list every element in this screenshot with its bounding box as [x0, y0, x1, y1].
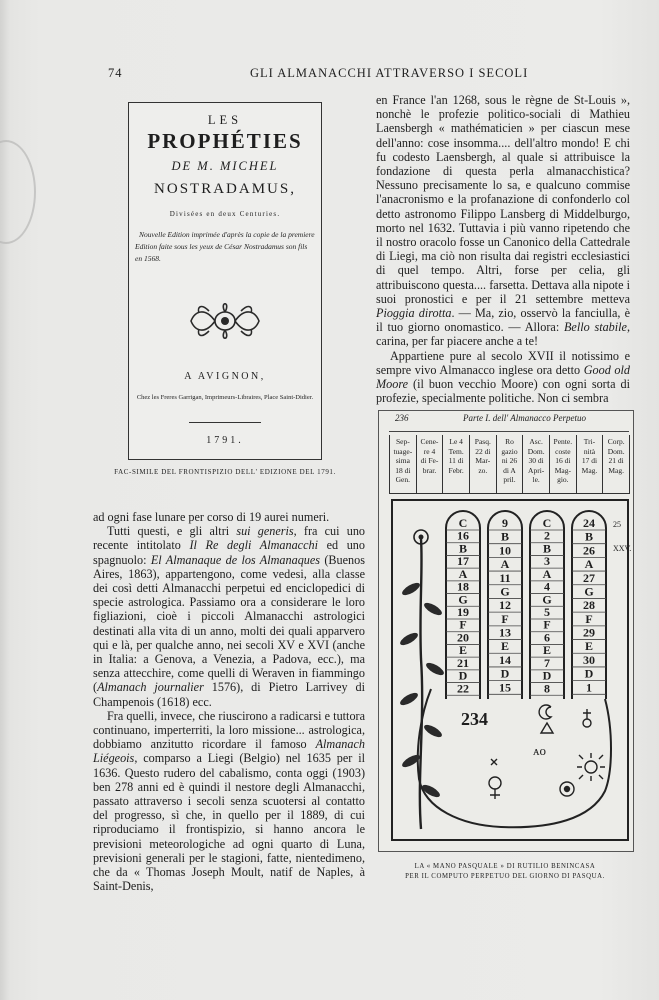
- finger-mark: G: [584, 584, 594, 599]
- finger-mark: E: [542, 643, 552, 658]
- woodcut-caption-line-1: LA « MANO PASQUALE » DI RUTILIO BENINCASA: [414, 863, 596, 870]
- library-stamp: [0, 140, 36, 244]
- feast-column-3: Le 4 Tem. 11 di Febr.: [443, 435, 470, 493]
- running-title: GLI ALMANACCHI ATTRAVERSO I SECOLI: [250, 66, 529, 80]
- running-head: [108, 66, 529, 82]
- feast-column-1: Sep- tuage- sima 18 di Gen.: [390, 435, 417, 493]
- finger-3: [530, 511, 564, 699]
- finger-mark: 19: [457, 605, 469, 619]
- left-paragraph-3: Fra quelli, invece, che riuscirono a radicarsi e tuttora continuano, imperterriti, la loro missione... astrologica, dobbiamo anzitutto ricordare il famoso Almanach Liégeois, comparso a Liegi (Belgio) nel 1635 per il 1636. Questo rudero del cabalismo, conta oggi (1903) ben 278 anni ed è quindi il nestore degli Almanacchi, passato attraverso i secoli senza scuotersi al contatto del progresso, sì che, in quello per il 1889, di cui riproduciamo il frontispizio, si hanno ancora le previsioni meteorologiche ad ogni quarto di Luna, previsioni generali per le stagioni, fatte, nientedimeno, che da « Thomas Joseph Moult, natif de Naples, à Saint-Denis,: [93, 708, 365, 894]
- finger-mark: 20: [457, 630, 469, 645]
- finger-mark: B: [584, 529, 594, 544]
- finger-mark: 8: [544, 681, 550, 696]
- finger-mark: 9: [502, 516, 508, 530]
- finger-mark: 16: [457, 528, 469, 543]
- right-text-column: [376, 93, 630, 405]
- front-line-michel: DE M. MICHEL: [171, 159, 279, 173]
- finger-mark: D: [500, 666, 510, 681]
- front-line-centuries: Divisées en deux Centuries.: [169, 210, 281, 218]
- woodcut-page-number: 236: [395, 413, 409, 423]
- finger-mark: 26: [583, 543, 595, 558]
- floral-ornament-icon: [187, 299, 263, 343]
- feast-column-7: Pente. coste 16 di Mag- gio.: [550, 435, 577, 493]
- easter-hand-woodcut: [378, 410, 634, 852]
- finger-mark: G: [542, 592, 552, 607]
- finger-mark: F: [501, 611, 509, 626]
- finger-mark: F: [459, 617, 467, 632]
- side-mark: 25: [613, 520, 621, 529]
- right-paragraph-2: Appartiene pure al secolo XVII il notissimo e sempre vivo Almanacco inglese ora detto Good old Moore (il buon vecchio Moore) con ogni sorta di profezie, specialmente politiche. Non ci sembra: [376, 348, 631, 406]
- finger-mark: 2: [544, 528, 550, 543]
- finger-mark: 13: [499, 625, 511, 640]
- finger-mark: A: [542, 566, 552, 581]
- finger-mark: 1: [586, 680, 592, 695]
- front-line-propheties: PROPHÉTIES: [147, 129, 303, 153]
- front-rule: [189, 422, 261, 423]
- finger-mark: 30: [583, 652, 595, 667]
- right-paragraph-1: en France l'an 1268, sous le règne de St-Louis », nonchè le profezie politico-sociali di Mathieu Laensbergh « mathématicien » per ciascun mese dell'anno: cose insomma.... dell'altro mondo! E chi fu codesto Laensbergh, al quale si attribuisce la fondazione di questa perla almanacchistica? Nessuno precisamente lo sa, e qualcuno commise l'anacronismo e la profanazione di confonderlo col detto astronomo Filippo Lansberg di Middelburgo, morto nel 1632. Tuttavia i più vanno ripetendo che il nostro oracolo fosse un Canonico della Cattedrale di Liegi, ma ciò non risulta dai registri ecclesiastici di quel tempo. Altri, forse per celia, gli attribuiscono questa.... farsetta. Dettava alla nipote i suoi pronostici e per il 21 settembre metteva Pioggia dirotta. — Ma, zio, osservò la fanciulla, è il tuo giorno onomastico. — Allora: Bello stabile, carina, per far piacere anche a te!: [376, 93, 631, 349]
- finger-mark: A: [500, 557, 510, 572]
- finger-mark: G: [500, 584, 510, 599]
- left-text-column: [93, 510, 365, 893]
- finger-mark: 28: [583, 598, 595, 613]
- frontispiece-caption: FAC-SIMILE DEL FRONTISPIZIO DELL' EDIZIONE DEL 1791.: [114, 468, 336, 476]
- woodcut-rule: [389, 431, 629, 432]
- aquarius-sign-icon: ᴀᴏ: [533, 743, 547, 758]
- finger-mark: 12: [499, 598, 511, 613]
- finger-mark: E: [458, 643, 468, 658]
- finger-mark: E: [500, 639, 510, 654]
- front-line-les: LES: [207, 113, 243, 127]
- finger-mark: 3: [544, 554, 550, 569]
- finger-2: [488, 511, 522, 699]
- finger-mark: 11: [499, 570, 511, 585]
- finger-mark: 7: [544, 655, 550, 670]
- feast-dates-table: [389, 435, 630, 494]
- finger-mark: D: [458, 668, 468, 683]
- finger-mark: 24: [583, 516, 595, 530]
- finger-mark: D: [542, 668, 552, 683]
- finger-mark: 14: [499, 652, 511, 667]
- left-paragraph-1: ad ogni fase lunare per corso di 19 aurei numeri.: [93, 510, 330, 524]
- finger-4: [572, 511, 606, 699]
- finger-mark: 6: [544, 630, 550, 645]
- finger-mark: F: [585, 611, 593, 626]
- front-line-printers: Chez les Freres Garrigan, Imprimeurs-Libraires, Place Saint-Didier.: [136, 394, 314, 401]
- page-number: 74: [108, 66, 123, 80]
- front-line-avignon: A AVIGNON,: [184, 371, 266, 382]
- finger-mark: A: [584, 557, 594, 572]
- finger-mark: B: [458, 541, 468, 556]
- finger-mark: 10: [499, 543, 511, 558]
- left-paragraph-2: Tutti questi, e gli altri sui generis, fra cui uno recente intitolato Il Re degli Almanacchi ed uno spagnuolo: El Almanaque de los Almanaques (Buenos Aires, 1863), appartengono, come vedesi, alla classe dei così detti Almanacchi perpetui ed enciclopedici di specie astrologica. Passiamo ora a considerare le loro figliazioni, cioè i piccoli Almanacchi astrologici destinati alla vita di un anno, molti dei quali apparvero qui e là, per qualche anno, nei secoli XV e XVI (anche in Italia: a Genova, a Venezia, a Padova, ecc.), ma senza attecchire, come quelli di Weraven in fiammingo (Almanach journalier 1576), di Pietro Larrivey di Champenois (1618) ecc.: [93, 524, 366, 709]
- finger-mark: C: [458, 516, 468, 530]
- woodcut-caption-line-2: PER IL COMPUTO PERPETUO DEL GIORNO DI PASQUA.: [405, 873, 605, 880]
- finger-mark: 21: [457, 655, 469, 670]
- finger-mark: G: [458, 592, 468, 607]
- finger-mark: 18: [457, 579, 469, 594]
- palm-numbers: 234: [461, 709, 488, 729]
- finger-mark: B: [500, 529, 510, 544]
- finger-mark: 27: [583, 570, 595, 585]
- woodcut-caption: [378, 862, 632, 882]
- feast-column-9: Corp. Dom. 21 di Mag.: [603, 435, 630, 493]
- front-line-edition: Nouvelle Edition imprimée d'après la copie de la premiere Edition faite sous les yeux de César Nostradamus son fils en 1568.: [135, 230, 315, 263]
- feast-column-6: Asc. Dom. 30 di Apri- le.: [523, 435, 550, 493]
- feast-column-4: Pasq. 22 di Mar- zo.: [470, 435, 497, 493]
- front-line-nostradamus: NOSTRADAMUS,: [154, 181, 296, 197]
- front-line-year: 1791.: [206, 435, 244, 446]
- side-mark: XXV.: [613, 544, 632, 553]
- finger-mark: 4: [544, 579, 550, 594]
- finger-mark: 22: [457, 681, 469, 696]
- finger-1: [446, 511, 480, 699]
- feast-column-2: Cene- re 4 di Fe- brar.: [417, 435, 444, 493]
- finger-mark: 15: [499, 680, 511, 695]
- finger-mark: F: [543, 617, 551, 632]
- finger-mark: C: [542, 516, 552, 530]
- woodcut-heading: Parte I. dell' Almanacco Perpetuo: [463, 413, 586, 423]
- feast-column-5: Ro gazio ni 26 di A pril.: [497, 435, 524, 493]
- finger-mark: 17: [457, 554, 469, 569]
- finger-mark: E: [584, 639, 594, 654]
- finger-mark: B: [542, 541, 552, 556]
- hand-illustration: [391, 499, 632, 841]
- frontispiece-facsimile: [128, 102, 322, 460]
- finger-mark: D: [584, 666, 594, 681]
- finger-mark: 5: [544, 605, 550, 619]
- finger-mark: 29: [583, 625, 595, 640]
- finger-mark: A: [458, 566, 468, 581]
- feast-column-8: Tri- nità 17 di Mag.: [577, 435, 604, 493]
